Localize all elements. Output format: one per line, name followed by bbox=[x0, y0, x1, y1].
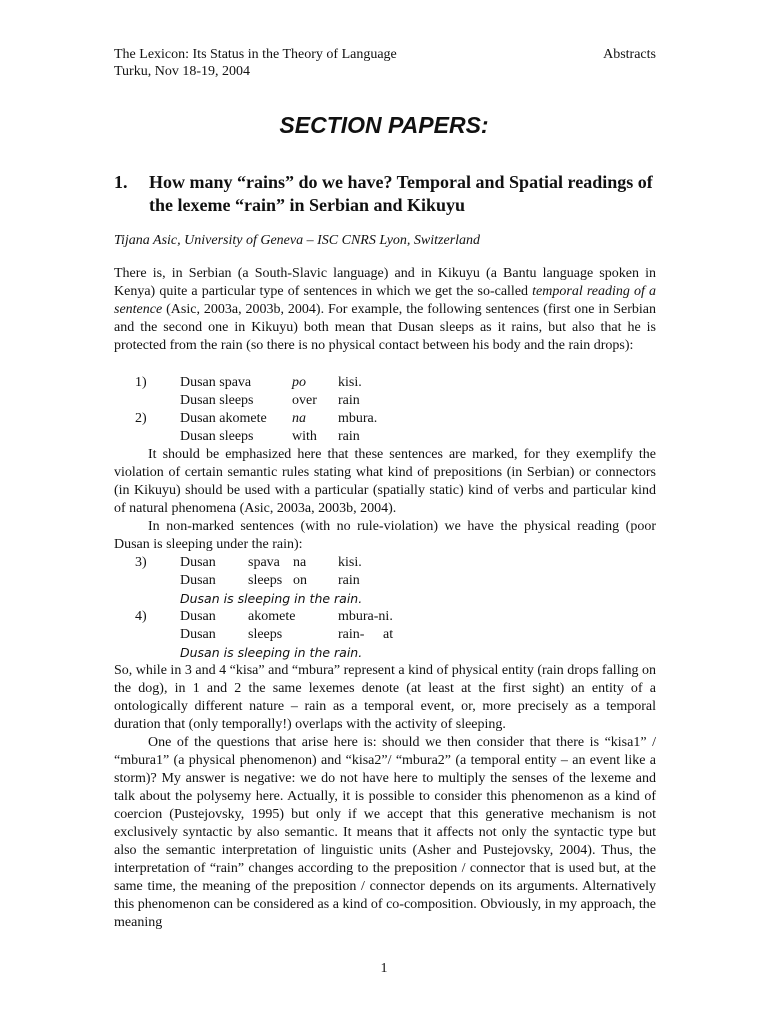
example-word: Dusan bbox=[180, 555, 216, 570]
paragraph-comparison-text: So, while in 3 and 4 “kisa” and “mbura” represent a kind of physical entity (rain drops falling on the dog), in 1 and 2 the same lexemes denote (at least at the first sight) an entity of a ontologically different nature – rain as a temporal event, or, more precisely as a temporal duration that (only temporally!) overlaps with the activity of sleeping. bbox=[114, 663, 656, 732]
paragraph-intro bbox=[114, 265, 656, 355]
example-word: rain bbox=[338, 393, 360, 408]
running-header-location-date: Turku, Nov 18-19, 2004 bbox=[114, 64, 250, 79]
paper-number: 1. bbox=[114, 172, 128, 192]
example-word: rain bbox=[338, 429, 360, 444]
example-word: on bbox=[293, 573, 307, 588]
paragraph-intro-italic-term: temporal reading of a sentence bbox=[114, 284, 656, 317]
example-word: na bbox=[293, 555, 307, 570]
paragraph-polysemy-text: One of the questions that arise here is: should we then consider that there is “kisa1” / “mbura1” (a physical phenomenon) and “kisa2”/ “mbura2” (a temporal entity – an event like a storm)? My answer is negative: we do not have here to multiply the senses of the lexeme and talk about the polysemy here. Actually, it is possible to consider this phenomenon as a kind of coercion (Pustejovsky, 1995) but only if we accept that this generative mechanism is not exclusively syntactic by also semantic. It means that it affects not only the syntactic type but also the semantic interpretation of linguistic units (Asher and Pustejovsky, 2004). Thus, the interpretation of “rain” changes according to the preposition / connector that is used but, at the same time, the meaning of the preposition / connector depends on its arguments. Alternatively this phenomenon can be considered as a kind of co-composition. Obviously, in my approach, the meaning bbox=[114, 735, 656, 930]
paragraph-intro-part-c: (Asic, 2003a, 2003b, 2004). For example, the following sentences (first one in Serbian and the second one in Kikuyu) both mean that Dusan sleeps as it rains, but also that he is protected from the rain (so there is no physical contact between his body and the rain drops): bbox=[114, 302, 656, 353]
example-word: Dusan sleeps bbox=[180, 393, 254, 408]
paragraph-polysemy bbox=[114, 734, 656, 932]
paragraph-marked-sentences bbox=[114, 446, 656, 518]
paragraph-non-marked bbox=[114, 518, 656, 554]
example-word: over bbox=[292, 393, 317, 408]
paragraph-comparison bbox=[114, 662, 656, 734]
example-word: sleeps bbox=[248, 573, 283, 588]
example-number: 3) bbox=[135, 555, 147, 570]
running-header-conference: The Lexicon: Its Status in the Theory of Language bbox=[114, 47, 397, 62]
example-word: Dusan bbox=[180, 573, 216, 588]
section-title: SECTION PAPERS: bbox=[279, 112, 489, 138]
example-word: Dusan bbox=[180, 627, 216, 642]
example-word: kisi. bbox=[338, 555, 362, 570]
running-header-abstracts: Abstracts bbox=[603, 47, 656, 62]
example-word: spava bbox=[248, 555, 280, 570]
paper-title: How many “rains” do we have? Temporal and Spatial readings of the lexeme “rain” in Serbian and Kikuyu bbox=[149, 172, 653, 215]
example-word: po bbox=[292, 375, 306, 390]
example-word: Dusan bbox=[180, 609, 216, 624]
example-number: 2) bbox=[135, 411, 147, 426]
example-number: 4) bbox=[135, 609, 147, 624]
example-word: na bbox=[292, 411, 306, 426]
example-word: rain- bbox=[338, 627, 365, 642]
example-number: 1) bbox=[135, 375, 147, 390]
example-word: akomete bbox=[248, 609, 296, 624]
example-word: sleeps bbox=[248, 627, 283, 642]
example-word: Dusan akomete bbox=[180, 411, 267, 426]
example-word: with bbox=[292, 429, 317, 444]
example-word: mbura-ni. bbox=[338, 609, 393, 624]
example-word: rain bbox=[338, 573, 360, 588]
example-word: kisi. bbox=[338, 375, 362, 390]
example-translation: Dusan is sleeping in the rain. bbox=[180, 645, 363, 660]
paragraph-non-marked-text: In non-marked sentences (with no rule-violation) we have the physical reading (poor Dusan is sleeping under the rain): bbox=[114, 519, 656, 552]
example-word: at bbox=[383, 627, 394, 642]
example-word: Dusan spava bbox=[180, 375, 252, 390]
paragraph-marked-text: It should be emphasized here that these sentences are marked, for they exemplify the violation of certain semantic rules stating what kind of prepositions (in Serbian) or connectors (in Kikuyu) should be used with a particular (spatially static) kind of verbs and particular kind of natural phenomena (Asic, 2003a, 2003b, 2004). bbox=[114, 447, 656, 516]
paragraph-intro-part-a: There is, in Serbian (a South-Slavic language) and in Kikuyu (a Bantu language spoken in Kenya) quite a particular type of sentences in which we get the so-called bbox=[114, 266, 656, 299]
page-number: 1 bbox=[380, 961, 388, 976]
example-word: Dusan sleeps bbox=[180, 429, 254, 444]
paper-author: Tijana Asic, University of Geneva – ISC CNRS Lyon, Switzerland bbox=[114, 233, 481, 248]
example-word: mbura. bbox=[338, 411, 378, 426]
example-translation: Dusan is sleeping in the rain. bbox=[180, 591, 363, 606]
